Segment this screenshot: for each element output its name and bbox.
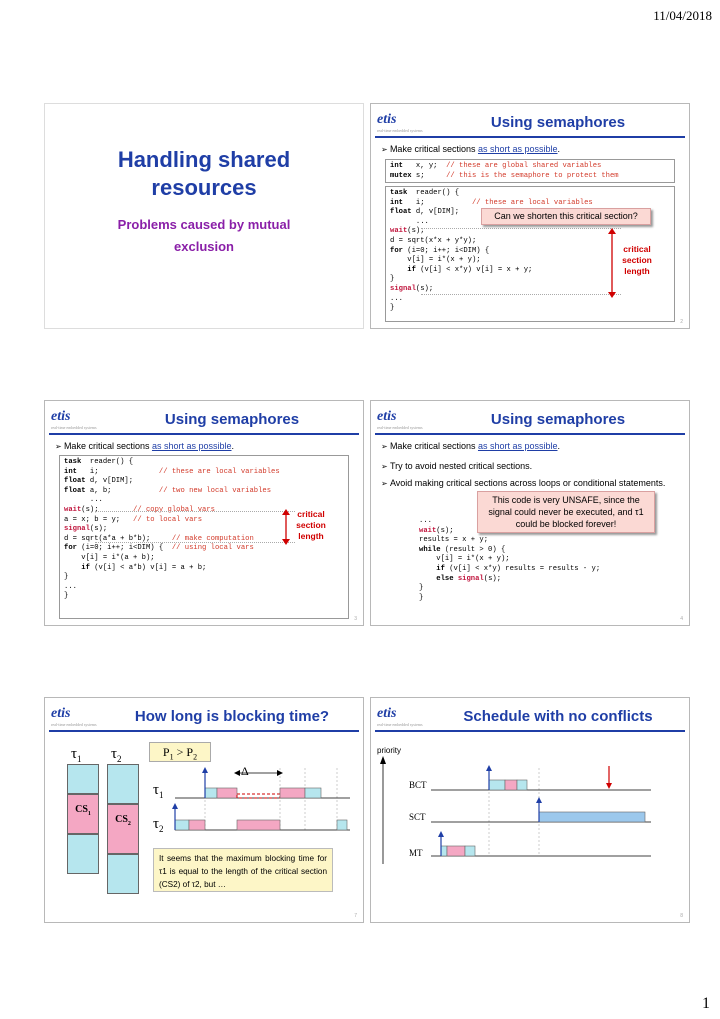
cs2-label: $CS_2$ <box>115 814 131 827</box>
header-date: 11/04/2018 <box>653 8 712 23</box>
slide-3-bullet: ➢ Make critical sections as short as possible. <box>55 441 234 451</box>
slide-3-title: Using semaphores <box>164 411 300 428</box>
slide-2 <box>370 103 690 329</box>
slide-4 <box>370 400 690 626</box>
globals-code-box: int x, y; // these are global shared variables mutex s; // this is the semaphore to protect them <box>385 159 675 183</box>
etis-logo: etis real-time embedded systems <box>51 409 97 430</box>
slide-5 <box>44 697 364 923</box>
cs-length-label: critical section length <box>296 509 326 541</box>
slide-4-title: Using semaphores <box>490 411 626 428</box>
priority-axis-label: priority <box>377 746 402 755</box>
tau2-timeline-label: $\tau_2$ <box>153 816 164 834</box>
etis-logo: etis real-time embedded systems <box>377 706 423 727</box>
slide-4-bullet-2: ➢ Try to avoid nested critical sections. <box>381 461 532 471</box>
slide-4-bullet-3: ➢ Avoid making critical sections across loops or conditional statements. <box>381 478 671 489</box>
etis-logo: etis real-time embedded systems <box>377 112 423 133</box>
unsafe-note: This code is very UNSAFE, since the signal could never be executed, and τ1 could be blocked forever! <box>477 491 655 533</box>
tau1-column-label: $\tau_1$ <box>71 746 82 764</box>
cs-length-label: critical section length <box>622 244 652 276</box>
link-short[interactable]: as short as possible <box>477 441 558 451</box>
reader-code-box: task reader() { int i; // these are local variables float d, v[DIM]; float a, b; // two new local variables ... wait(s); // copy global vars a = x; b = y; // to local vars signal(s); d = sqrt(a*a + b*b); // make computation for (i=0; i++; i<DIM) { // using local vars v[i] = i*(a + b); if (v[i] < a*b) v[i] = a + b; } ... } <box>59 455 349 619</box>
reader-code-box: task reader() { int i; // these are local variables float d, v[DIM]; ... wait(s); d = sqrt(x*x + y*y); for (i=0; i++; i<DIM) { v[i] = i*(x + y); if (v[i] < x*y) v[i] = x + y; } signal(s); ... } <box>385 186 675 322</box>
cs-end-line <box>421 294 621 295</box>
tau1-code-top <box>67 764 99 794</box>
cs-end-line <box>95 542 295 543</box>
slide-number: 8 <box>680 913 683 919</box>
slide-4-bullet-1: ➢ Make critical sections as short as possible. <box>381 441 560 451</box>
no-conflict-schedule <box>431 762 681 862</box>
link-short[interactable]: as short as possible <box>477 144 558 154</box>
title-rule <box>375 136 685 138</box>
shorten-note: Can we shorten this critical section? <box>481 208 651 225</box>
tau2-column-label: $\tau_2$ <box>111 746 122 764</box>
cs-length-arrow <box>281 509 291 545</box>
link-short[interactable]: as short as possible <box>151 441 232 451</box>
row-label-sct: SCT <box>409 812 426 822</box>
blocking-note: It seems that the maximum blocking time for τ1 is equal to the length of the critical section (CS2) of τ2, but … <box>153 848 333 892</box>
slide-number: 2 <box>680 319 683 325</box>
slide-number: 4 <box>680 616 683 622</box>
etis-logo: etis real-time embedded systems <box>377 409 423 430</box>
row-label-mt: MT <box>409 848 423 858</box>
blocking-timeline <box>165 758 355 838</box>
cs-length-arrow <box>607 228 617 298</box>
slide-6 <box>370 697 690 923</box>
slide-2-title: Using semaphores <box>490 114 626 131</box>
title-rule <box>49 730 359 732</box>
cs-start-line <box>421 228 621 229</box>
delta-label: Δ <box>241 764 249 778</box>
row-label-bct: BCT <box>409 780 427 790</box>
slide-number: 7 <box>354 913 357 919</box>
title-rule <box>375 730 685 732</box>
etis-logo: etis real-time embedded systems <box>51 706 97 727</box>
cs1-label: $CS_1$ <box>75 804 91 817</box>
slide-1-title: Handling shared resources <box>117 147 291 200</box>
tau1-code-bottom <box>67 834 99 874</box>
priority-box: $P_1 > P_2$ <box>149 742 211 762</box>
loop-code-box: ... wait(s); results = x + y; while (result > 0) { v[i] = i*(x + y); if (v[i] < x*y) results = results - y; else signal(s); } } <box>415 509 675 619</box>
title-rule <box>49 433 359 435</box>
page-number: 1 <box>702 995 710 1012</box>
slide-5-title: How long is blocking time? <box>134 708 330 725</box>
slide-6-title: Schedule with no conflicts <box>463 708 653 725</box>
cs-start-line <box>95 511 295 512</box>
tau1-timeline-label: $\tau_1$ <box>153 782 164 800</box>
slide-3 <box>44 400 364 626</box>
slide-2-bullet: ➢ Make critical sections as short as possible. <box>381 144 560 154</box>
priority-axis <box>379 756 387 866</box>
slide-1 <box>44 103 364 329</box>
slide-number: 3 <box>354 616 357 622</box>
tau2-cs2-block <box>107 804 139 854</box>
title-rule <box>375 433 685 435</box>
tau2-code-bottom <box>107 854 139 894</box>
tau2-code-top <box>107 764 139 804</box>
slide-1-subtitle: Problems caused by mutual exclusion <box>117 217 291 254</box>
